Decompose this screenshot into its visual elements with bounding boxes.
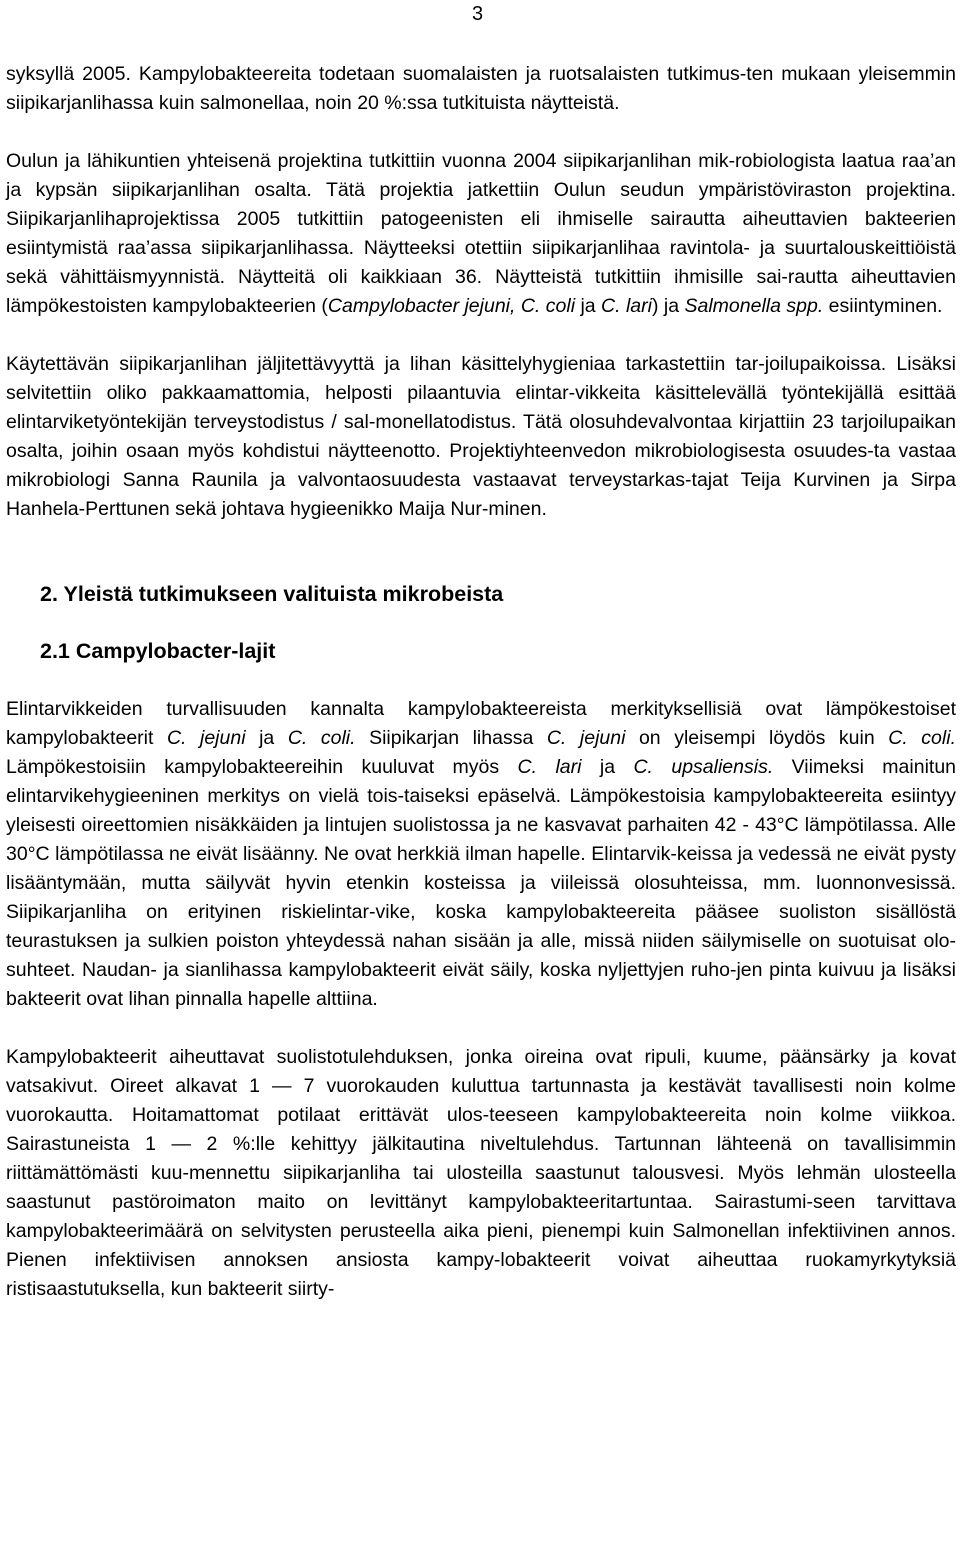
species-name: C. coli. <box>287 727 356 749</box>
paragraph-symptoms <box>6 1043 956 1304</box>
species-name: C. jejuni <box>166 727 246 749</box>
paragraph-text: esiintyminen. <box>823 295 943 317</box>
paragraph-text: ja <box>245 727 288 749</box>
page-number: 3 <box>472 3 484 25</box>
paragraph-text: on yleisempi löydös kuin <box>625 727 889 749</box>
paragraph-text: Siipikarjan lihassa <box>355 727 547 749</box>
species-name: C. lari <box>601 295 652 317</box>
paragraph-text: ja <box>575 295 602 317</box>
paragraph-text: Viimeksi mainitun elintarvikehygieeninen merkitys on vielä tois-taiseksi epäselvä. Lämpökestoisia kampylobakteereita esiintyy yleisesti oireettomien nisäkkäiden ja lintujen suolistossa ja ne kasvavat parhaiten 42 - 43°C lämpötilassa. Alle 30°C lämpötilassa ne eivät lisäänny. Ne ovat herkkiä ilman hapelle. Elintarvik-keissa ja vedessä ne eivät pysty lisääntymään, mutta säilyvät hyvin etenkin kosteissa ja viileissä olosuhteissa, mm. luonnonvesissä. Siipikarjanliha on erityinen riskielintar-vike, koska kampylobakteereita pääsee suoliston sisällöstä teurastuksen ja sulkien poiston yhteydessä nahan sisään ja alle, missä niiden säilymiselle on suotuisat olo-suhteet. Naudan- ja sianlihassa kampylobakteerit eivät säily, koska nyljettyjen ruho-jen pinta kuivuu ja lisäksi bakteerit ovat lihan pinnalla hapelle alttiina. <box>6 756 957 1010</box>
paragraph-project <box>6 147 956 321</box>
paragraph-text: Elintarvikkeiden turvallisuuden kannalta kampylobakteereista merkityksellisiä ovat lämpökestoiset kampylobakteerit <box>6 698 956 749</box>
species-name: C. jejuni <box>546 727 626 749</box>
section-heading-2: 2. Yleistä tutkimukseen valituista mikrobeista <box>40 582 504 606</box>
paragraph-hygiene <box>6 350 956 524</box>
paragraph-intro <box>6 60 956 118</box>
page-body <box>6 60 956 1304</box>
paragraph-text: Kampylobakteerit aiheuttavat suolistotulehduksen, jonka oireina ovat ripuli, kuume, päänsärky ja kovat vatsakivut. Oireet alkavat 1 — 7 vuorokauden kuluttua tartunnasta ja kestävät tavallisesti noin kolme vuorokautta. Hoitamattomat potilaat erittävät ulos-teeseen kampylobakteereita noin kolme viikkoa. Sairastuneista 1 — 2 %:lle kehittyy jälkitautina niveltulehdus. Tartunnan lähteenä on tavallisimmin riittämättömästi kuu-mennettu siipikarjanliha tai ulosteilla saastunut talousvesi. Myös lehmän ulosteella saastunut pastöroimaton maito on levittänyt kampylobakteeritartuntaa. Sairastumi-seen tarvittava kampylobakteerimäärä on selvitysten perusteella aika pieni, pienempi kuin Salmonellan infektiivinen annos. Pienen infektiivisen annoksen ansiosta kampy-lobakteerit voivat aiheuttaa ruokamyrkytyksiä ristisaastutuksella, kun bakteerit siirty- <box>6 1046 956 1300</box>
species-name: Campylobacter jejuni, C. coli <box>327 295 576 317</box>
species-name: C. upsaliensis. <box>633 756 774 778</box>
paragraph-campylobacter <box>6 695 956 1014</box>
paragraph-text: syksyllä 2005. Kampylobakteereita todetaan suomalaisten ja ruotsalaisten tutkimus-ten mukaan yleisemmin siipikarjanlihassa kuin salmonellaa, noin 20 %:ssa tutkituista näytteistä. <box>6 63 956 114</box>
species-name: C. coli. <box>888 727 956 749</box>
species-name: C. lari <box>517 756 582 778</box>
section-heading-2-1: 2.1 Campylobacter-lajit <box>40 639 276 663</box>
paragraph-text: Oulun ja lähikuntien yhteisenä projektina tutkittiin vuonna 2004 siipikarjanlihan mik-robiologista laatua raa’an ja kypsän siipikarjanlihan osalta. Tätä projektia jatkettiin Oulun seudun ympäristöviraston projektina. Siipikarjanlihaprojektissa 2005 tutkittiin patogeenisten eli ihmiselle sairautta aiheuttavien bakteerien esiintymistä raa’assa siipikarjanlihassa. Näytteeksi otettiin siipikarjanlihaa ravintola- ja suurtalouskeittiöistä sekä vähittäismyynnistä. Näytteitä oli kaikkiaan 36. Näytteistä tutkittiin ihmisille sai-rautta aiheuttavien lämpökestoisten kampylobakteerien ( <box>6 150 956 317</box>
paragraph-text: Käytettävän siipikarjanlihan jäljitettävyyttä ja lihan käsittelyhygieniaa tarkastettiin tar-joilupaikoissa. Lisäksi selvitettiin oliko pakkaamattomia, helposti pilaantuvia elintar-vikkeita käsittelevällä työntekijällä esittää elintarviketyöntekijän terveystodistus / sal-monellatodistus. Tätä olosuhdevalvontaa kirjattiin 23 tarjoilupaikan osalta, joihin osaan myös kohdistui näytteenotto. Projektiyhteenvedon mikrobiologisesta osuudes-ta vastaa mikrobiologi Sanna Raunila ja valvontaosuudesta vastaavat terveystarkas-tajat Teija Kurvinen ja Sirpa Hanhela-Perttunen sekä johtava hygieenikko Maija Nur-minen. <box>6 353 956 520</box>
paragraph-text: Lämpökestoisiin kampylobakteereihin kuuluvat myös <box>6 756 518 778</box>
paragraph-text: ja <box>581 756 634 778</box>
species-name: Salmonella spp. <box>684 295 824 317</box>
paragraph-text: ) ja <box>651 295 685 317</box>
